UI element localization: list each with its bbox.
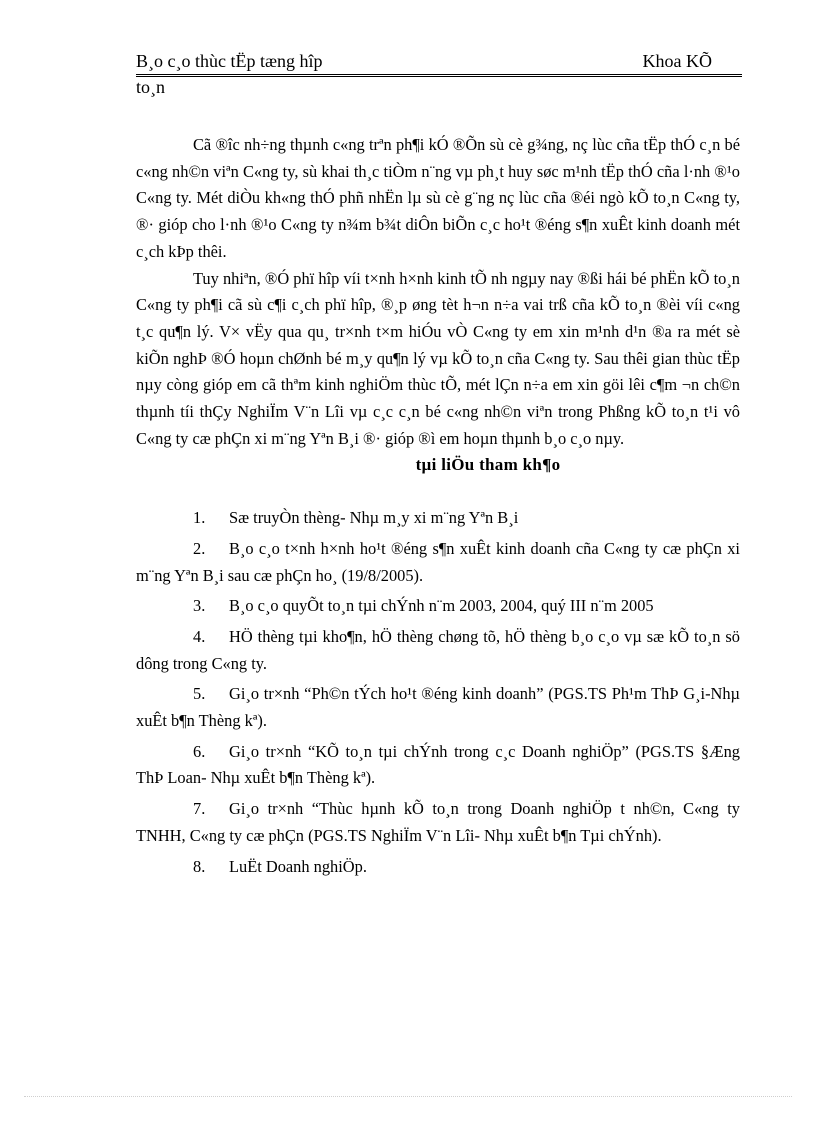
reference-text: LuËt Doanh nghiÖp. — [229, 856, 367, 876]
reference-item — [136, 624, 740, 677]
reference-item — [136, 739, 740, 792]
paragraph-achievements: Cã ®îc nh÷ng thµnh c«ng trªn ph¶i kÓ ®Õn sù cè g¾ng, nç lùc cña tËp thÓ c¸n bé c«ng nh©n viªn C«ng ty, sù khai th¸c tiÒm n¨ng vµ ph¸t huy søc m¹nh tËp thÓ cña l·nh ®¹o C«ng ty. Mét diÒu kh«ng thÓ phñ nhËn lµ sù cè g¨ng nç lùc cña ®éi ngò kÕ to¸n C«ng ty, ®· gióp cho l·nh ®¹o C«ng ty n¾m b¾t diÔn biÕn c¸c ho¹t ®éng s¶n xuÊt kinh doanh mét c¸ch kÞp thêi. — [136, 135, 740, 261]
reference-number: 6. — [193, 741, 206, 761]
reference-text: Gi¸o tr×nh “Ph©n tÝch ho¹t ®éng kinh doanh” (PGS.TS Ph¹m ThÞ G¸i-Nhµ xuÊt b¶n Thèng kª). — [136, 684, 740, 731]
references-list — [136, 505, 740, 880]
reference-item — [136, 593, 740, 620]
reference-number: 8. — [193, 856, 206, 876]
reference-text: B¸o c¸o t×nh h×nh ho¹t ®éng s¶n xuÊt kinh doanh cña C«ng ty cæ phÇn xi m¨ng Yªn B¸i sau cæ phÇn ho¸ (19/8/2005). — [136, 538, 740, 585]
reference-number: 2. — [193, 538, 206, 558]
page-bottom-divider — [24, 1096, 792, 1097]
reference-item — [136, 796, 740, 849]
reference-item — [136, 854, 740, 881]
references-title: tµi liÖu tham kh¶o — [415, 455, 561, 475]
reference-item — [136, 505, 740, 532]
header-faculty: Khoa KÕ — [642, 51, 712, 71]
reference-number: 5. — [193, 684, 206, 704]
reference-text: B¸o c¸o quyÕt to¸n tµi chÝnh n¨m 2003, 2004, quý III n¨m 2005 — [229, 596, 654, 616]
document-body — [136, 132, 740, 884]
reference-item — [136, 681, 740, 734]
header-faculty-continuation: to¸n — [136, 77, 165, 97]
reference-number: 7. — [193, 799, 206, 819]
reference-text: Gi¸o tr×nh “KÕ to¸n tµi chÝnh trong c¸c Doanh nghiÖp” (PGS.TS §Æng ThÞ Loan- Nhµ xuÊt b¶n Thèng kª). — [136, 741, 740, 788]
reference-text: Gi¸o tr×nh “Thùc hµnh kÕ to¸n trong Doanh nghiÖp t nh©n, C«ng ty TNHH, C«ng ty cæ phÇn (PGS.TS NghiÏm V¨n Lîi- Nhµ xuÊt b¶n Tµi chÝnh). — [136, 799, 740, 845]
reference-number: 4. — [193, 626, 206, 646]
reference-number: 3. — [193, 596, 206, 616]
reference-text: HÖ thèng tµi kho¶n, hÖ thèng chøng tõ, hÖ thèng b¸o c¸o vµ sæ kÕ to¸n sö dông trong C«ng ty. — [136, 626, 740, 673]
reference-number: 1. — [193, 508, 206, 528]
paragraph-recommendations: Tuy nhiªn, ®Ó phï hîp víi t×nh h×nh kinh tÕ nh ngµy nay ®ßi hái bé phËn kÕ to¸n C«ng ty ph¶i cã sù c¶i c¸ch phï hîp, ®¸p øng tèt h¬n n÷a vai trß cña kÕ to¸n ®èi víi c«ng t¸c qu¶n lý. V× vËy qua qu¸ tr×nh t×m hiÓu vÒ C«ng ty em xin m¹nh d¹n ®a ra mét sè kiÕn nghÞ ®Ó hoµn chØnh bé m¸y qu¶n lý vµ kÕ to¸n cña C«ng ty. Sau thêi gian thùc tËp nµy còng gióp em cã thªm kinh nghiÖm thùc tÕ, mét lÇn n÷a em xin göi lêi c¶m ¬n ch©n thµnh tíi thÇy NghiÏm V¨n Lîi vµ c¸c c¸n bé c«ng nh©n viªn trong Phßng kÕ to¸n t¹i vô C«ng ty cæ phÇn xi m¨ng Yªn B¸i ®· gióp ®ì em hoµn thµnh b¸o c¸o nµy. — [136, 268, 740, 448]
reference-text: Sæ truyÒn thèng- Nhµ m¸y xi m¨ng Yªn B¸i — [229, 508, 519, 528]
header-report-title: B¸o c¸o thùc tËp tæng hîp — [136, 51, 323, 71]
page-header — [136, 50, 742, 77]
reference-item — [136, 536, 740, 589]
